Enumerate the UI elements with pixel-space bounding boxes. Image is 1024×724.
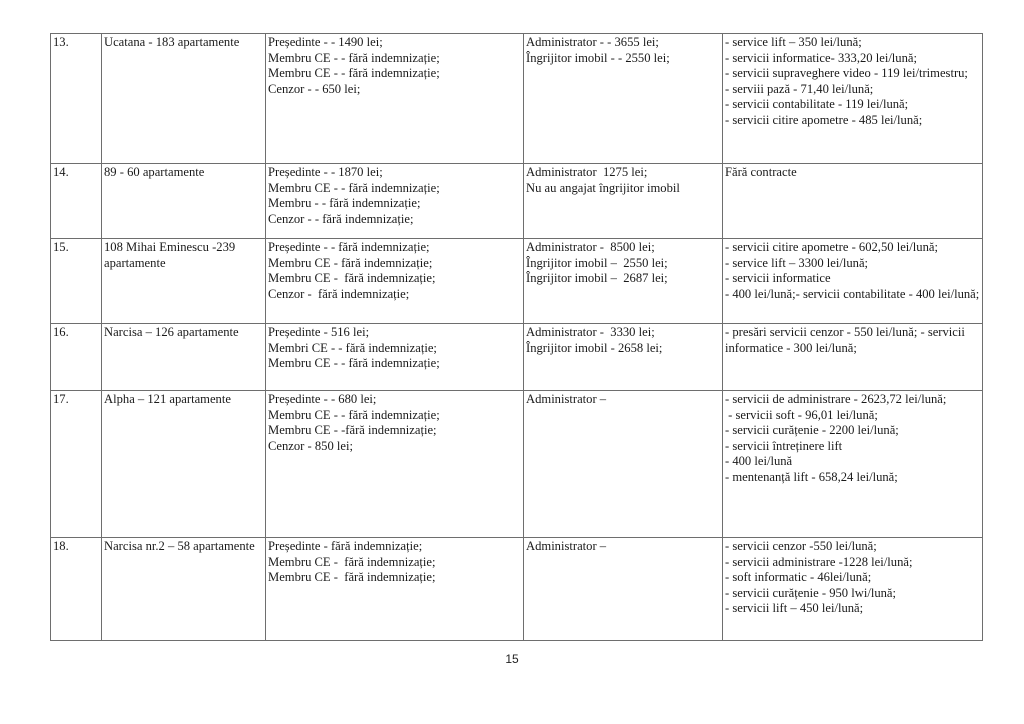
committee-line: Președinte - - 680 lei; bbox=[268, 392, 377, 406]
association-name: Narcisa nr.2 – 58 apartamente bbox=[102, 538, 266, 641]
staff-cell bbox=[524, 239, 723, 324]
contracts-cell bbox=[723, 391, 983, 538]
staff-line: Administrator – bbox=[526, 392, 607, 406]
staff-line: Administrator - 3330 lei; bbox=[526, 325, 655, 339]
table-row bbox=[51, 164, 983, 239]
table-body bbox=[51, 34, 983, 641]
staff-line: Administrator 1275 lei; bbox=[526, 165, 648, 179]
committee-line: Membru CE - - fără indemnizație; bbox=[268, 50, 440, 65]
committee-line: Membri CE - - fără indemnizație; bbox=[268, 340, 437, 355]
staff-line: Îngrijitor imobil – 2550 lei; bbox=[526, 255, 668, 270]
contract-line: - servicii supraveghere video - 119 lei/trimestru; bbox=[725, 66, 968, 81]
contract-line: - servicii administrare -1228 lei/lună; bbox=[725, 554, 913, 569]
contract-line: - servicii întreținere lift bbox=[725, 438, 843, 453]
table-row bbox=[51, 239, 983, 324]
committee-line: Membru CE - fără indemnizație; bbox=[268, 271, 436, 286]
contract-line: - servicii de administrare - 2623,72 lei/lună; bbox=[725, 392, 947, 406]
committee-line: Cenzor - - fără indemnizație; bbox=[268, 211, 414, 226]
association-name: 108 Mihai Eminescu -239 apartamente bbox=[102, 239, 266, 324]
committee-line: Cenzor - 850 lei; bbox=[268, 438, 353, 453]
contract-line: - servicii cenzor -550 lei/lună; bbox=[725, 539, 877, 553]
row-number: 15. bbox=[51, 239, 102, 324]
committee-line: Membru CE - fără indemnizație; bbox=[268, 255, 433, 270]
table-row bbox=[51, 391, 983, 538]
committee-line: Președinte - - 1490 lei; bbox=[268, 35, 383, 49]
committee-cell bbox=[266, 538, 524, 641]
contract-line: - servicii curățenie - 950 lwi/lună; bbox=[725, 585, 897, 600]
staff-line: Administrator – bbox=[526, 539, 607, 553]
contracts-cell bbox=[723, 538, 983, 641]
page-number: 15 bbox=[505, 652, 519, 666]
staff-line: Nu au angajat îngrijitor imobil bbox=[526, 180, 680, 195]
association-table bbox=[50, 33, 983, 641]
committee-line: Președinte - fără indemnizație; bbox=[268, 539, 423, 553]
contract-line: - servicii curățenie - 2200 lei/lună; bbox=[725, 423, 899, 438]
contracts-cell bbox=[723, 324, 983, 391]
committee-cell bbox=[266, 324, 524, 391]
contracts-cell bbox=[723, 164, 983, 239]
contract-line: - 400 lei/lună;- servicii contabilitate - 400 lei/lună; bbox=[725, 286, 980, 301]
association-name: Alpha – 121 apartamente bbox=[102, 391, 266, 538]
committee-line: Membru CE - - fără indemnizație; bbox=[268, 356, 440, 371]
committee-line: Membru CE - -fără indemnizație; bbox=[268, 423, 437, 438]
contract-line: - servicii informatice bbox=[725, 271, 831, 286]
row-number: 16. bbox=[51, 324, 102, 391]
committee-cell bbox=[266, 391, 524, 538]
table-row bbox=[51, 34, 983, 164]
staff-line: Îngrijitor imobil – 2687 lei; bbox=[526, 271, 668, 286]
committee-line: Cenzor - - 650 lei; bbox=[268, 81, 361, 96]
contracts-cell bbox=[723, 239, 983, 324]
contract-line: - servicii citire apometre - 485 lei/lună; bbox=[725, 112, 923, 127]
row-number: 13. bbox=[51, 34, 102, 164]
committee-cell bbox=[266, 239, 524, 324]
contract-line: - presări servicii cenzor - 550 lei/lună; - servicii informatice - 300 lei/lună; bbox=[725, 325, 969, 355]
staff-line: Administrator - - 3655 lei; bbox=[526, 35, 659, 49]
committee-line: Membru CE - - fără indemnizație; bbox=[268, 180, 440, 195]
staff-line: Îngrijitor imobil - 2658 lei; bbox=[526, 340, 663, 355]
contract-line: - servicii lift – 450 lei/lună; bbox=[725, 601, 864, 616]
contract-line: - service lift – 3300 lei/lună; bbox=[725, 255, 869, 270]
staff-cell bbox=[524, 538, 723, 641]
committee-line: Membru CE - fără indemnizație; bbox=[268, 554, 436, 569]
staff-cell bbox=[524, 391, 723, 538]
committee-line: Președinte - - 1870 lei; bbox=[268, 165, 383, 179]
committee-line: Cenzor - fără indemnizație; bbox=[268, 286, 410, 301]
contract-line: - service lift – 350 lei/lună; bbox=[725, 35, 862, 49]
staff-line: Îngrijitor imobil - - 2550 lei; bbox=[526, 50, 670, 65]
table-row bbox=[51, 538, 983, 641]
contract-line: - soft informatic - 46lei/lună; bbox=[725, 570, 872, 585]
committee-line: Membru CE - - fără indemnizație; bbox=[268, 66, 440, 81]
contract-line: - servicii informatice- 333,20 lei/lună; bbox=[725, 50, 917, 65]
contracts-cell bbox=[723, 34, 983, 164]
committee-line: Membru CE - fără indemnizație; bbox=[268, 570, 436, 585]
table-row bbox=[51, 324, 983, 391]
staff-line: Administrator - 8500 lei; bbox=[526, 240, 655, 254]
association-name: Narcisa – 126 apartamente bbox=[102, 324, 266, 391]
committee-line: Membru - - fără indemnizație; bbox=[268, 196, 421, 211]
contract-line: - serviii pază - 71,40 lei/lună; bbox=[725, 81, 874, 96]
committee-cell bbox=[266, 164, 524, 239]
association-name: 89 - 60 apartamente bbox=[102, 164, 266, 239]
association-name: Ucatana - 183 apartamente bbox=[102, 34, 266, 164]
staff-cell bbox=[524, 164, 723, 239]
contract-line: - servicii soft - 96,01 lei/lună; bbox=[725, 407, 878, 422]
committee-line: Președinte - 516 lei; bbox=[268, 325, 370, 339]
contract-line: - mentenanță lift - 658,24 lei/lună; bbox=[725, 469, 898, 484]
committee-line: Membru CE - - fără indemnizație; bbox=[268, 407, 440, 422]
staff-cell bbox=[524, 34, 723, 164]
row-number: 14. bbox=[51, 164, 102, 239]
row-number: 18. bbox=[51, 538, 102, 641]
contract-line: - servicii contabilitate - 119 lei/lună; bbox=[725, 97, 909, 112]
contract-line: - 400 lei/lună bbox=[725, 454, 793, 469]
row-number: 17. bbox=[51, 391, 102, 538]
committee-cell bbox=[266, 34, 524, 164]
contract-line: - servicii citire apometre - 602,50 lei/lună; bbox=[725, 240, 938, 254]
committee-line: Președinte - - fără indemnizație; bbox=[268, 240, 430, 254]
contract-line: Fără contracte bbox=[725, 165, 797, 179]
staff-cell bbox=[524, 324, 723, 391]
